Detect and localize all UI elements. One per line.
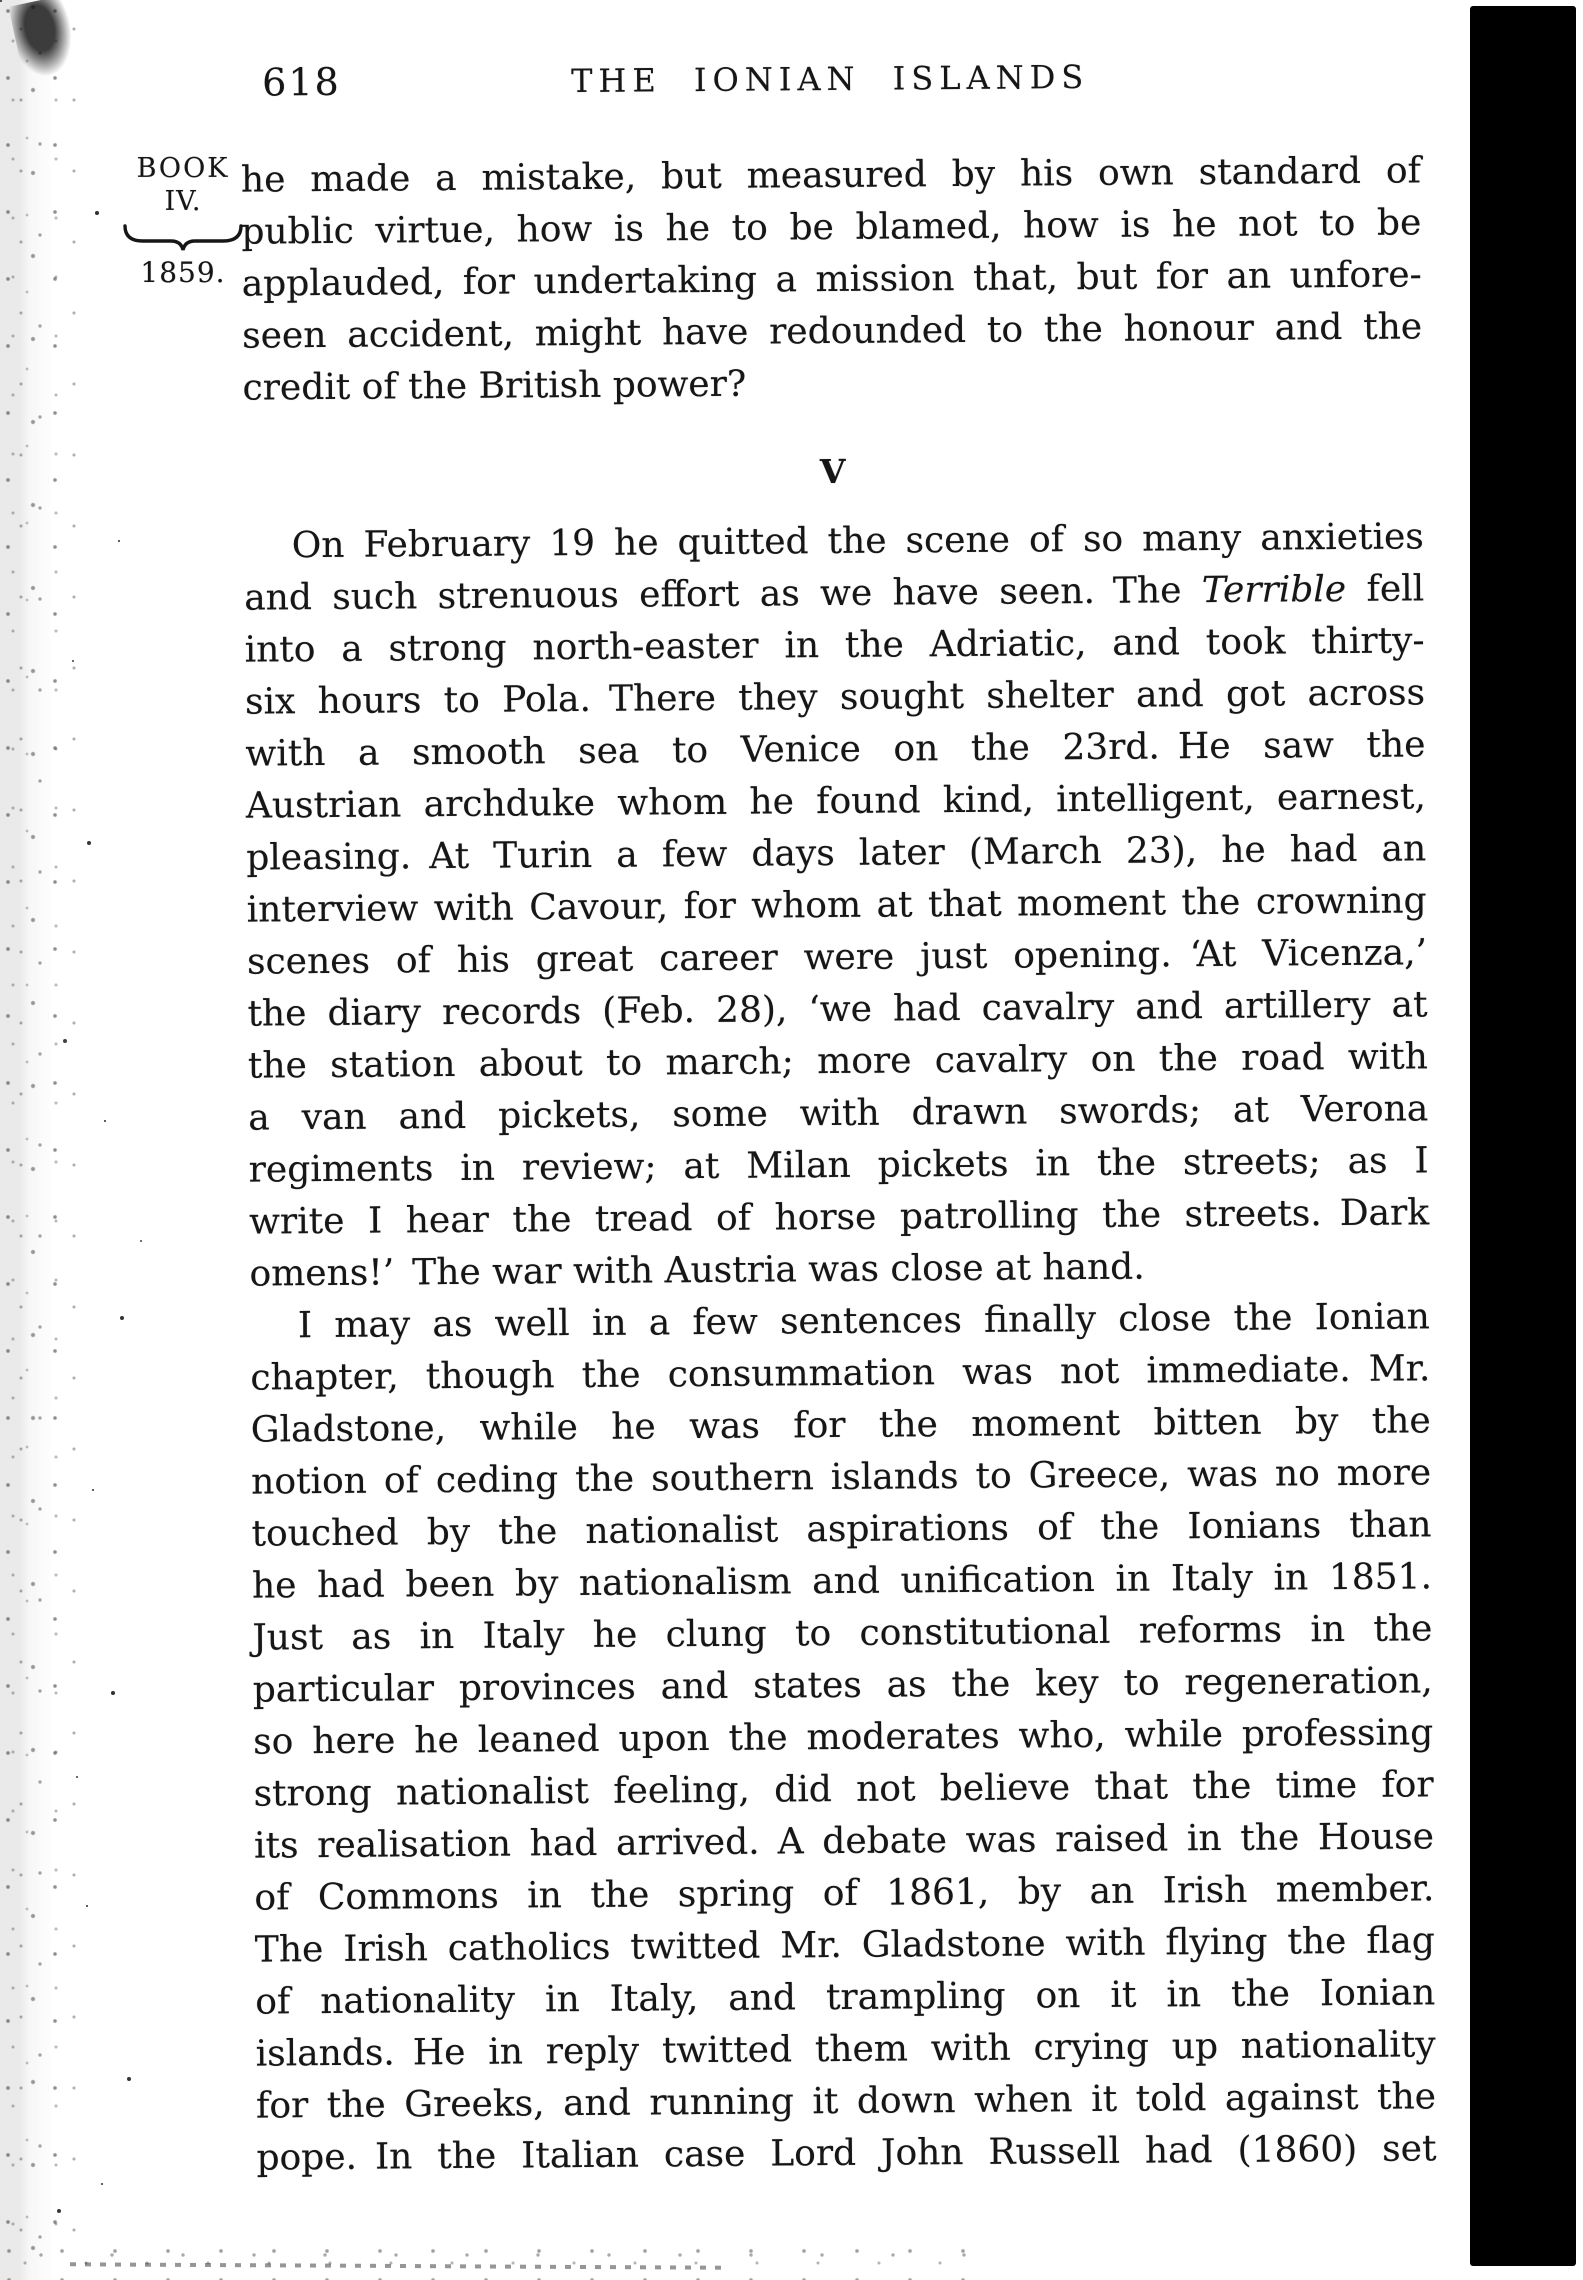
text-line: applauded, for undertaking a mission that, but for an unfore- [241,254,1422,305]
text-line: credit of the British power? [242,363,747,409]
text-line: islands. He in reply twitted them with crying up nationality [255,2024,1436,2075]
text-line: for the Greeks, and running it down when it told against the [255,2076,1437,2127]
text-line: notion of ceding the southern islands to Greece, was no more [251,1452,1432,1503]
scan-specks [0,0,2,2]
text-line: the diary records (Feb. 28), ‘we had cavalry and artillery at [247,984,1428,1035]
text-line: Austrian archduke whom he found kind, intelligent, earnest, [245,776,1426,827]
paragraph [241,145,1423,414]
text-line: seen accident, might have redounded to the honour and the [242,306,1423,357]
text-line: write I hear the tread of horse patrolling the streets. Dark [248,1192,1430,1243]
scan-black-bar [1470,6,1576,2266]
text-line: of Commons in the spring of 1861, by an Irish member. [254,1868,1435,1919]
text-line: omens!’ The war with Austria was close at hand. [249,1246,1145,1295]
text-line: pleasing. At Turin a few days later (March 23), he had an [246,828,1427,879]
text-line: interview with Cavour, for whom at that moment the crowning [246,880,1427,931]
page-header [240,53,1420,105]
text-line: and such strenuous effort as we have seen. The Terrible fell [244,568,1425,619]
body-text [241,145,1437,2184]
text-line: scenes of his great career were just opening. ‘At Vicenza,’ [246,932,1428,983]
text-line: the station about to march; more cavalry on the road with [247,1036,1429,1087]
page-number: 618 [262,59,341,105]
text-line: so here he leaned upon the moderates who, while professing [253,1712,1434,1763]
text-line: Just as in Italy he clung to constitutional reforms in the [252,1608,1433,1659]
text-line: pope. In the Italian case Lord John Russell had (1860) set [256,2128,1437,2179]
text-line: On February 19 he quitted the scene of so many anxieties [291,516,1424,567]
text-line: I may as well in a few sentences finally close the Ionian [297,1296,1431,1347]
text-line: into a strong north-easter in the Adriatic, and took thirty- [244,620,1425,671]
text-line: with a smooth sea to Venice on the 23rd. He saw the [245,724,1426,775]
text-line: touched by the nationalist aspirations of the Ionians than [251,1504,1432,1555]
running-title: THE IONIAN ISLANDS [570,57,1090,101]
text-line: he made a mistake, but measured by his own standard of [240,150,1422,201]
text-line: of nationality in Italy, and trampling on it in the Ionian [255,1972,1436,2023]
scan-noise-left-edge [0,0,80,2280]
text-line: particular provinces and states as the key to regeneration, [252,1660,1433,1711]
text-line: he had been by nationalism and unification in Italy in 1851. [251,1556,1433,1607]
paragraph [244,511,1430,1300]
scan-noise-bottom-edge [0,2242,980,2280]
paragraph [250,1291,1437,2184]
text-line: six hours to Pola. There they sought shelter and got across [244,672,1426,723]
section-heading: V [819,451,847,492]
text-line: its realisation had arrived. A debate was raised in the House [253,1816,1435,1867]
margin-note [112,152,254,290]
book-label: BOOK [136,153,230,184]
text-line: chapter, though the consummation was not immediate. Mr. [250,1348,1431,1399]
text-line: The Irish catholics twitted Mr. Gladstone with flying the flag [254,1920,1435,1971]
year-label: 1859. [140,256,226,289]
text-line: strong nationalist feeling, did not believe that the time for [253,1764,1434,1815]
text-line: regiments in review; at Milan pickets in the streets; as I [248,1140,1429,1191]
underbrace-icon [121,222,245,252]
text-line: Gladstone, while he was for the moment bitten by the [250,1400,1431,1451]
text-line: a van and pickets, some with drawn swords; at Verona [248,1088,1429,1139]
page-content [240,53,1437,2184]
book-numeral: IV. [164,186,202,217]
text-line: public virtue, how is he to be blamed, how is he not to be [241,202,1422,253]
